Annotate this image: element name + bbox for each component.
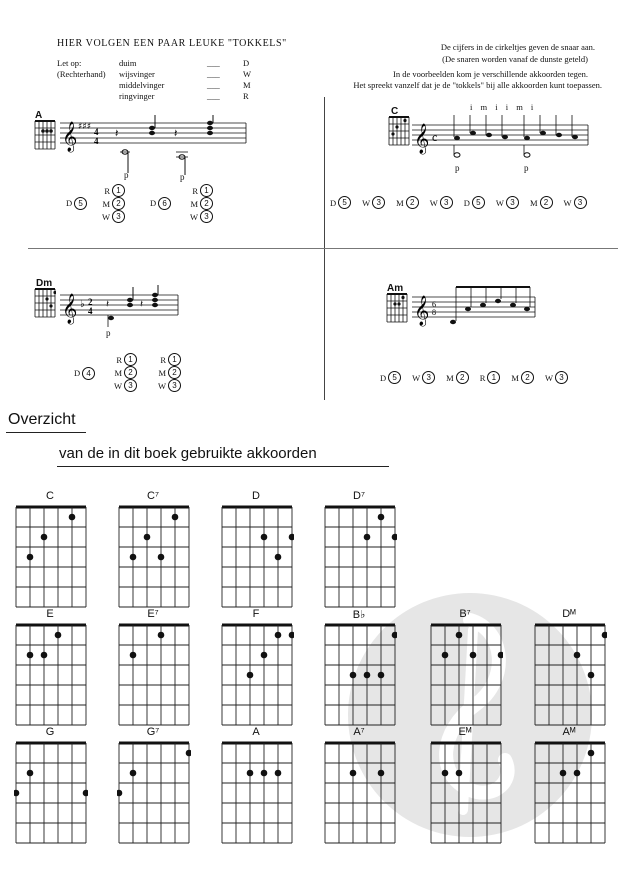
finger-dot	[130, 770, 137, 777]
legend-row: Let op: duim ___ D	[57, 58, 250, 68]
string-circle: 3	[574, 196, 587, 209]
string-circle: 3	[506, 196, 519, 209]
example-c-staff	[412, 115, 590, 175]
example-dm-d: D 4	[74, 367, 95, 380]
string-circle: 5	[74, 197, 87, 210]
finger-dot	[41, 652, 48, 659]
finger-dot	[442, 770, 449, 777]
chord-diagram	[533, 726, 605, 846]
chord-name: Aᴹ	[562, 726, 576, 738]
chord-name: G⁷	[146, 726, 160, 738]
finger-dot	[574, 652, 581, 659]
string-circle: 3	[372, 196, 385, 209]
finger-legend	[57, 58, 251, 102]
finger-dot	[130, 652, 137, 659]
finger-dot	[275, 770, 282, 777]
overzicht-underline	[6, 432, 86, 433]
fretboard	[117, 740, 191, 846]
string-circle: 3	[200, 210, 213, 223]
string-circle: 5	[472, 196, 485, 209]
chord-diagram	[14, 726, 86, 846]
svg-text:8: 8	[432, 308, 436, 317]
string-circle: 3	[112, 210, 125, 223]
chord-diagram	[14, 490, 86, 610]
chord-diagram	[117, 608, 189, 728]
finger-dot	[588, 750, 595, 757]
string-circle: 1	[487, 371, 500, 384]
finger-dot	[275, 632, 282, 639]
chord-name: B♭	[352, 609, 366, 621]
chord-diagram	[220, 726, 292, 846]
note-3: In de voorbeelden kom je verschillende akkoorden tegen.	[393, 69, 588, 79]
string-circle: 1	[200, 184, 213, 197]
finger-dot	[55, 632, 62, 639]
note-1: De cijfers in de cirkeltjes geven de snaar aan.	[440, 42, 595, 52]
fretboard	[117, 504, 191, 610]
chord-diagram	[323, 608, 395, 728]
string-circle: 5	[388, 371, 401, 384]
string-circle: 3	[422, 371, 435, 384]
chord-diagram	[429, 726, 501, 846]
chord-diagram	[220, 490, 292, 610]
example-c-p1: p	[455, 163, 460, 173]
string-circle: 4	[82, 367, 95, 380]
example-c-chord-diagram	[388, 116, 410, 146]
fretboard	[220, 622, 294, 728]
tokkels-title: HIER VOLGEN EEN PAAR LEUKE "TOKKELS"	[57, 38, 287, 49]
finger-dot	[588, 672, 595, 679]
chord-diagram	[323, 490, 395, 610]
example-a-staff	[60, 115, 248, 185]
chord-name: C⁷	[147, 490, 159, 502]
chord-name: B⁷	[459, 608, 471, 620]
finger-dot	[442, 652, 449, 659]
chord-name: Eᴹ	[458, 726, 472, 738]
string-circle: 2	[540, 196, 553, 209]
finger-dot	[289, 534, 294, 541]
string-circle: 2	[456, 371, 469, 384]
finger-dot	[378, 672, 385, 679]
example-a-d-right: D 6	[150, 197, 171, 210]
svg-text:𝄽: 𝄽	[115, 127, 119, 140]
svg-text:c: c	[432, 130, 438, 144]
example-a-p1: p	[124, 170, 129, 180]
chord-name: A⁷	[353, 726, 365, 738]
fretboard	[533, 740, 607, 846]
svg-text:♯♯♯: ♯♯♯	[78, 122, 92, 132]
example-a-stack-1: R 1 M 2 W 3	[102, 184, 125, 223]
fretboard	[220, 504, 294, 610]
example-a-p2: p	[180, 172, 185, 182]
chord-name: Dᴹ	[562, 608, 576, 620]
finger-dot	[27, 652, 34, 659]
legend-row: middelvinger ___ M	[119, 80, 251, 90]
chord-name: C	[46, 490, 54, 502]
finger-dot	[560, 770, 567, 777]
string-circle: 2	[168, 366, 181, 379]
chord-diagram	[220, 608, 292, 728]
note-4: Het spreekt vanzelf dat je de "tokkels" bij alle akkoorden kunt toepassen.	[353, 80, 602, 90]
svg-text:𝄽: 𝄽	[140, 299, 144, 310]
chord-name: G	[45, 726, 55, 738]
finger-dot	[289, 632, 294, 639]
example-c-chord-name: C	[391, 106, 399, 117]
chord-name: E	[46, 608, 54, 620]
finger-dot	[364, 534, 371, 541]
chord-name: A	[252, 726, 260, 738]
fretboard	[323, 504, 397, 610]
finger-dot	[470, 652, 477, 659]
chord-diagram	[14, 608, 86, 728]
svg-text:𝄞: 𝄞	[62, 122, 78, 152]
example-dm-staff	[60, 285, 180, 345]
finger-dot	[247, 672, 254, 679]
example-am-finger-row: D 5 W 3 M 2 R 1 M 2 W 3	[380, 371, 579, 384]
fretboard	[14, 622, 88, 728]
svg-text:𝄞: 𝄞	[414, 124, 430, 154]
finger-dot	[350, 672, 357, 679]
finger-dot	[456, 632, 463, 639]
finger-dot	[275, 554, 282, 561]
string-circle: 6	[158, 197, 171, 210]
fretboard	[323, 740, 397, 846]
finger-dot	[14, 790, 19, 797]
finger-dot	[247, 770, 254, 777]
svg-text:2: 2	[88, 297, 93, 307]
example-c-p2: p	[524, 163, 529, 173]
finger-dot	[41, 534, 48, 541]
example-am-chord-diagram	[386, 293, 408, 323]
fretboard	[533, 622, 607, 728]
chord-name: E⁷	[147, 608, 159, 620]
example-a-chord-diagram	[34, 120, 56, 150]
example-c-finger-row: D 5 W 3 M 2 W 3 D 5 W 3 M 2 W 3	[330, 196, 598, 209]
example-a-chord-name: A	[35, 110, 43, 121]
svg-text:4: 4	[94, 127, 99, 137]
chord-name: D	[252, 490, 260, 502]
horizontal-divider	[28, 248, 618, 249]
string-circle: 2	[200, 197, 213, 210]
finger-dot	[392, 632, 397, 639]
svg-text:𝄽: 𝄽	[174, 127, 178, 140]
example-dm-stack-2: R 1 M 2 W 3	[158, 353, 181, 392]
chord-name: F	[252, 608, 260, 620]
string-circle: 3	[168, 379, 181, 392]
finger-dot	[574, 770, 581, 777]
fretboard	[220, 740, 294, 846]
chord-diagram	[533, 608, 605, 728]
finger-dot	[130, 554, 137, 561]
svg-text:6: 6	[432, 300, 436, 309]
finger-dot	[172, 514, 179, 521]
chord-diagram	[117, 490, 189, 610]
fretboard	[14, 740, 88, 846]
example-dm-p1: p	[106, 328, 111, 338]
string-circle: 2	[112, 197, 125, 210]
example-dm-stack-1: R 1 M 2 W 3	[114, 353, 137, 392]
example-a-stack-2: R 1 M 2 W 3	[190, 184, 213, 223]
finger-dot	[83, 790, 88, 797]
finger-dot	[261, 770, 268, 777]
string-circle: 2	[124, 366, 137, 379]
string-circle: 3	[555, 371, 568, 384]
string-circle: 3	[440, 196, 453, 209]
svg-text:𝄽: 𝄽	[106, 299, 110, 310]
example-c-upper-fingering: i m i i m i	[470, 102, 534, 112]
legend-row: ringvinger ___ R	[119, 91, 249, 101]
string-circle: 5	[338, 196, 351, 209]
string-circle: 2	[406, 196, 419, 209]
example-dm-chord-name: Dm	[36, 278, 53, 289]
finger-dot	[456, 770, 463, 777]
example-a-d-left: D 5	[66, 197, 87, 210]
fretboard	[323, 622, 397, 728]
finger-dot	[27, 770, 34, 777]
finger-dot	[144, 534, 151, 541]
fretboard	[14, 504, 88, 610]
svg-text:𝄞: 𝄞	[414, 296, 430, 326]
overzicht-subtitle: van de in dit boek gebruikte akkoorden	[59, 445, 317, 462]
subtitle-underline	[57, 466, 389, 467]
chord-diagram	[323, 726, 395, 846]
finger-dot	[117, 790, 122, 797]
finger-dot	[261, 652, 268, 659]
example-am-chord-name: Am	[387, 283, 404, 294]
string-circle: 1	[112, 184, 125, 197]
string-circle: 1	[168, 353, 181, 366]
string-circle: 3	[124, 379, 137, 392]
chord-diagram	[429, 608, 501, 728]
svg-text:♭: ♭	[80, 299, 85, 310]
svg-text:4: 4	[88, 306, 93, 316]
finger-dot	[378, 770, 385, 777]
finger-dot	[602, 632, 607, 639]
finger-dot	[261, 534, 268, 541]
note-2: (De snaren worden vanaf de dunste geteld)	[442, 54, 588, 64]
finger-dot	[158, 554, 165, 561]
finger-dot	[498, 652, 503, 659]
finger-dot	[392, 534, 397, 541]
svg-text:4: 4	[94, 136, 99, 146]
finger-dot	[350, 770, 357, 777]
finger-dot	[186, 750, 191, 757]
chord-diagram	[117, 726, 189, 846]
finger-dot	[158, 632, 165, 639]
string-circle: 1	[124, 353, 137, 366]
fretboard	[429, 740, 503, 846]
finger-dot	[69, 514, 76, 521]
svg-text:𝄞: 𝄞	[62, 294, 78, 324]
chord-name: D⁷	[353, 490, 365, 502]
example-am-staff	[412, 285, 537, 335]
string-circle: 2	[521, 371, 534, 384]
example-dm-chord-diagram	[34, 288, 56, 318]
overzicht-heading: Overzicht	[8, 411, 76, 428]
finger-dot	[364, 672, 371, 679]
finger-dot	[378, 514, 385, 521]
fretboard	[429, 622, 503, 728]
legend-row: (Rechterhand) wijsvinger ___ W	[57, 69, 252, 79]
finger-dot	[27, 554, 34, 561]
fretboard	[117, 622, 191, 728]
